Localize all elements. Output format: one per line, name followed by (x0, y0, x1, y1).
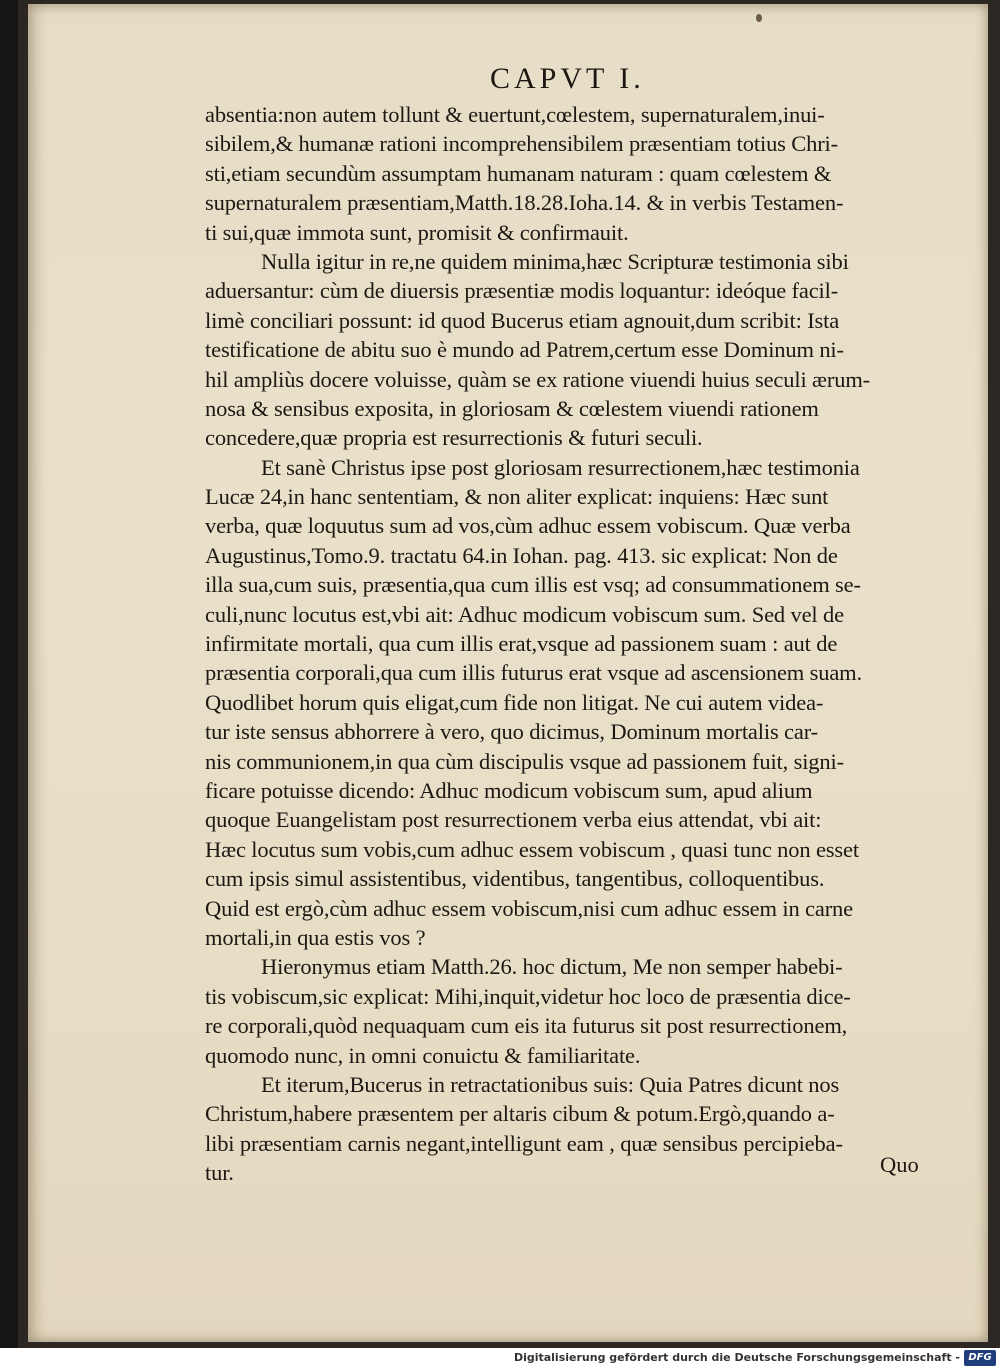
running-head: CAPVT I. (490, 62, 645, 95)
text-line: concedere,quæ propria est resurrectionis & futuri seculi. (205, 425, 703, 451)
text-line: testificatione de abitu suo è mundo ad Patrem,certum esse Dominum ni- (205, 337, 844, 363)
text-line: Et sanè Christus ipse post gloriosam resurrectionem,hæc testimonia (261, 454, 860, 480)
text-line: ficare potuisse dicendo: Adhuc modicum vobiscum sum, apud alium (205, 777, 813, 803)
text-line: supernaturalem præsentiam,Matth.18.28.Ioha.14. & in verbis Testamen- (205, 190, 844, 216)
text-line: hil ampliùs docere voluisse, quàm se ex ratione viuendi huius seculi ærum- (205, 366, 871, 392)
text-line: cum ipsis simul assistentibus, videntibus, tangentibus, colloquentibus. (205, 866, 825, 892)
text-line: libi præsentiam carnis negant,intelligunt eam , quæ sensibus percipieba- (205, 1130, 843, 1156)
text-line: tis vobiscum,sic explicat: Mihi,inquit,videtur hoc loco de præsentia dice- (205, 983, 851, 1009)
text-line: nis communionem,in qua cùm discipulis vsque ad passionem fuit, signi- (205, 748, 844, 774)
text-line: Nulla igitur in re,ne quidem minima,hæc Scripturæ testimonia sibi (261, 248, 849, 274)
text-line: culi,nunc locutus est,vbi ait: Adhuc modicum vobiscum sum. Sed vel de (205, 601, 844, 627)
text-line: quomodo nunc, in omni conuictu & familiaritate. (205, 1042, 641, 1068)
text-line: Christum,habere præsentem per altaris cibum & potum.Ergò,quando a- (205, 1101, 835, 1127)
text-line: Lucæ 24,in hanc sententiam, & non aliter explicat: inquiens: Hæc sunt (205, 484, 829, 510)
text-line: ti sui,quæ immota sunt, promisit & confirmauit. (205, 219, 629, 245)
body-text (205, 100, 927, 1187)
text-line: Quodlibet horum quis eligat,cum fide non litigat. Ne cui autem videa- (205, 689, 824, 715)
text-line: tur iste sensus abhorrere à vero, quo dicimus, Dominum mortalis car- (205, 719, 818, 745)
text-line: limè conciliari possunt: id quod Bucerus etiam agnouit,dum scribit: Ista (205, 307, 840, 333)
text-line: illa sua,cum suis, præsentia,qua cum illis est vsq; ad consummationem se- (205, 572, 861, 598)
text-line: Et iterum,Bucerus in retractationibus suis: Quia Patres dicunt nos (261, 1071, 840, 1097)
text-line: quoque Euangelistam post resurrectionem verba eius attendat, vbi ait: (205, 807, 822, 833)
text-line: verba, quæ loquutus sum ad vos,cùm adhuc essem vobiscum. Quæ verba (205, 513, 851, 539)
text-line: re corporali,quòd nequaquam cum eis ita futurus sit post resurrectionem, (205, 1013, 848, 1039)
text-line: aduersantur: cùm de diuersis præsentiæ modis loquantur: ideóque facil- (205, 278, 839, 304)
text-line: absentia:non autem tollunt & euertunt,cœlestem, supernaturalem,inui- (205, 102, 825, 127)
ink-spot (756, 14, 762, 22)
text-line: sibilem,& humanæ rationi incomprehensibilem præsentiam totius Chri- (205, 131, 838, 157)
text-line: nosa & sensibus exposita, in gloriosam & cœlestem viuendi rationem (205, 395, 819, 421)
dfg-logo: DFG (964, 1350, 996, 1366)
text-line: sti,etiam secundùm assumptam humanam naturam : quam cœlestem & (205, 160, 832, 186)
catchword: Quo (880, 1152, 919, 1177)
text-line: Hieronymus etiam Matth.26. hoc dictum, Me non semper habebi- (261, 954, 843, 980)
footer-bar (0, 1348, 1000, 1369)
text-line: Quid est ergò,cùm adhuc essem vobiscum,nisi cum adhuc essem in carne (205, 895, 853, 921)
text-line: tur. (205, 1160, 234, 1186)
text-line: mortali,in qua estis vos ? (205, 924, 426, 950)
text-line: Augustinus,Tomo.9. tractatu 64.in Iohan. pag. 413. sic explicat: Non de (205, 542, 838, 568)
text-line: Hæc locutus sum vobis,cum adhuc essem vobiscum , quasi tunc non esset (205, 836, 859, 862)
funding-credit: Digitalisierung gefördert durch die Deutsche Forschungsgemeinschaft - (513, 1351, 960, 1364)
text-line: præsentia corporali,qua cum illis futurus erat vsque ad ascensionem suam. (205, 660, 862, 686)
text-line: infirmitate mortali, qua cum illis erat,vsque ad passionem suam : aut de (205, 631, 838, 657)
